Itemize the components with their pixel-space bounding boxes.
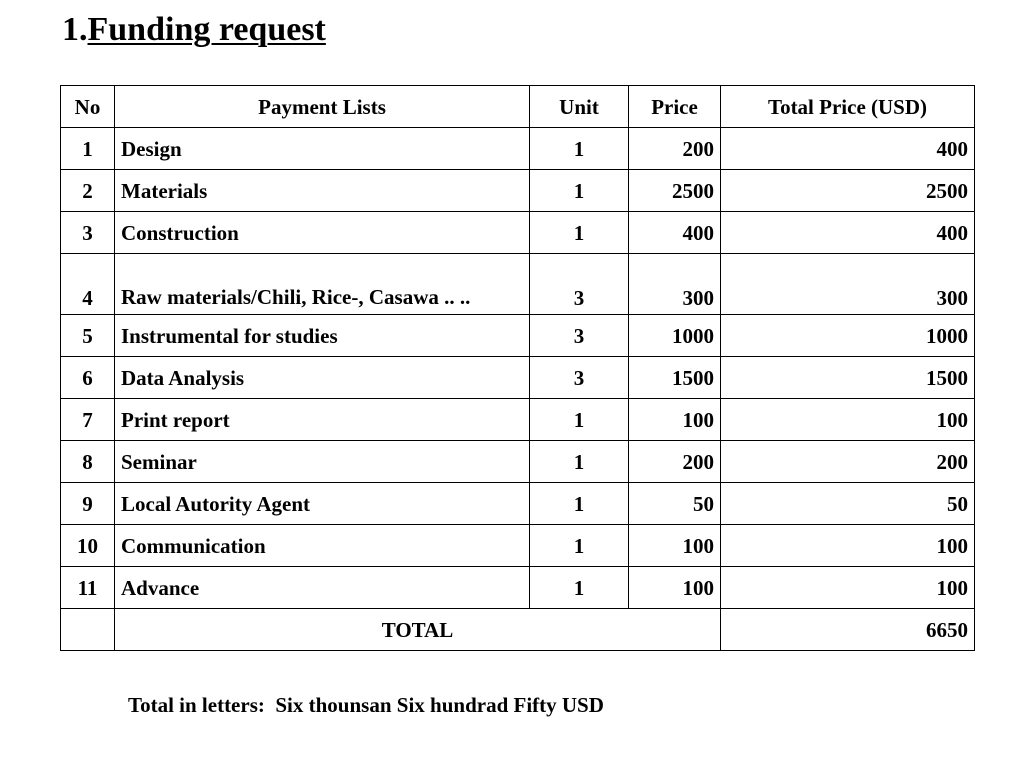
- unit-cell: 1: [530, 441, 629, 483]
- title-text: Funding request: [87, 11, 326, 48]
- table-row: [61, 483, 975, 525]
- total-value: 6650: [721, 609, 975, 651]
- payment-item: Construction: [115, 212, 530, 254]
- payment-item: Materials: [115, 170, 530, 212]
- total-price-cell: 100: [721, 399, 975, 441]
- price-cell: 100: [629, 525, 721, 567]
- total-price-cell: 100: [721, 525, 975, 567]
- header-total-price: Total Price (USD): [721, 86, 975, 128]
- payment-item: Data Analysis: [115, 357, 530, 399]
- row-number: 10: [61, 525, 115, 567]
- unit-cell: 1: [530, 399, 629, 441]
- table-row: [61, 567, 975, 609]
- table-row: [61, 525, 975, 567]
- price-cell: 50: [629, 483, 721, 525]
- row-number: 11: [61, 567, 115, 609]
- unit-cell: 3: [530, 357, 629, 399]
- table-row: [61, 315, 975, 357]
- total-price-cell: 1000: [721, 315, 975, 357]
- total-label: TOTAL: [115, 609, 721, 651]
- price-cell: 200: [629, 128, 721, 170]
- row-number: 3: [61, 212, 115, 254]
- price-cell: 300: [629, 254, 721, 315]
- unit-cell: 1: [530, 128, 629, 170]
- total-price-cell: 2500: [721, 170, 975, 212]
- total-price-cell: 400: [721, 128, 975, 170]
- table-row: [61, 254, 975, 315]
- page-title: [62, 8, 326, 52]
- total-price-cell: 100: [721, 567, 975, 609]
- row-number: 8: [61, 441, 115, 483]
- table-row: [61, 441, 975, 483]
- total-row: [61, 609, 975, 651]
- total-price-cell: 1500: [721, 357, 975, 399]
- price-cell: 400: [629, 212, 721, 254]
- payment-item: Raw materials/Chili, Rice-, Casawa .. ..: [115, 254, 530, 315]
- price-cell: 1000: [629, 315, 721, 357]
- price-cell: 2500: [629, 170, 721, 212]
- table-row: [61, 357, 975, 399]
- unit-cell: 1: [530, 170, 629, 212]
- unit-cell: 1: [530, 567, 629, 609]
- row-number: 6: [61, 357, 115, 399]
- payment-item: Advance: [115, 567, 530, 609]
- payment-item: Seminar: [115, 441, 530, 483]
- unit-cell: 1: [530, 525, 629, 567]
- table-row: [61, 170, 975, 212]
- payment-item: Local Autority Agent: [115, 483, 530, 525]
- payment-item: Communication: [115, 525, 530, 567]
- price-cell: 1500: [629, 357, 721, 399]
- row-number: 2: [61, 170, 115, 212]
- table-row: [61, 212, 975, 254]
- payment-item: Instrumental for studies: [115, 315, 530, 357]
- price-cell: 200: [629, 441, 721, 483]
- row-number: 4: [61, 254, 115, 315]
- header-no: No: [61, 86, 115, 128]
- row-number: 1: [61, 128, 115, 170]
- table-row: [61, 399, 975, 441]
- unit-cell: 1: [530, 483, 629, 525]
- total-in-letters: Total in letters: Six thounsan Six hundrad Fifty USD: [128, 693, 604, 717]
- total-price-cell: 400: [721, 212, 975, 254]
- row-number: 9: [61, 483, 115, 525]
- payment-item: Print report: [115, 399, 530, 441]
- total-price-cell: 50: [721, 483, 975, 525]
- unit-cell: 3: [530, 254, 629, 315]
- row-number: 5: [61, 315, 115, 357]
- title-number: 1.: [62, 11, 88, 48]
- header-payment-lists: Payment Lists: [115, 86, 530, 128]
- unit-cell: 1: [530, 212, 629, 254]
- table-header-row: [61, 86, 975, 128]
- table-row: [61, 128, 975, 170]
- row-number: 7: [61, 399, 115, 441]
- total-price-cell: 200: [721, 441, 975, 483]
- total-row-empty-cell: [61, 609, 115, 651]
- unit-cell: 3: [530, 315, 629, 357]
- header-price: Price: [629, 86, 721, 128]
- payment-item: Design: [115, 128, 530, 170]
- header-unit: Unit: [530, 86, 629, 128]
- total-price-cell: 300: [721, 254, 975, 315]
- price-cell: 100: [629, 399, 721, 441]
- funding-table: [60, 85, 975, 651]
- price-cell: 100: [629, 567, 721, 609]
